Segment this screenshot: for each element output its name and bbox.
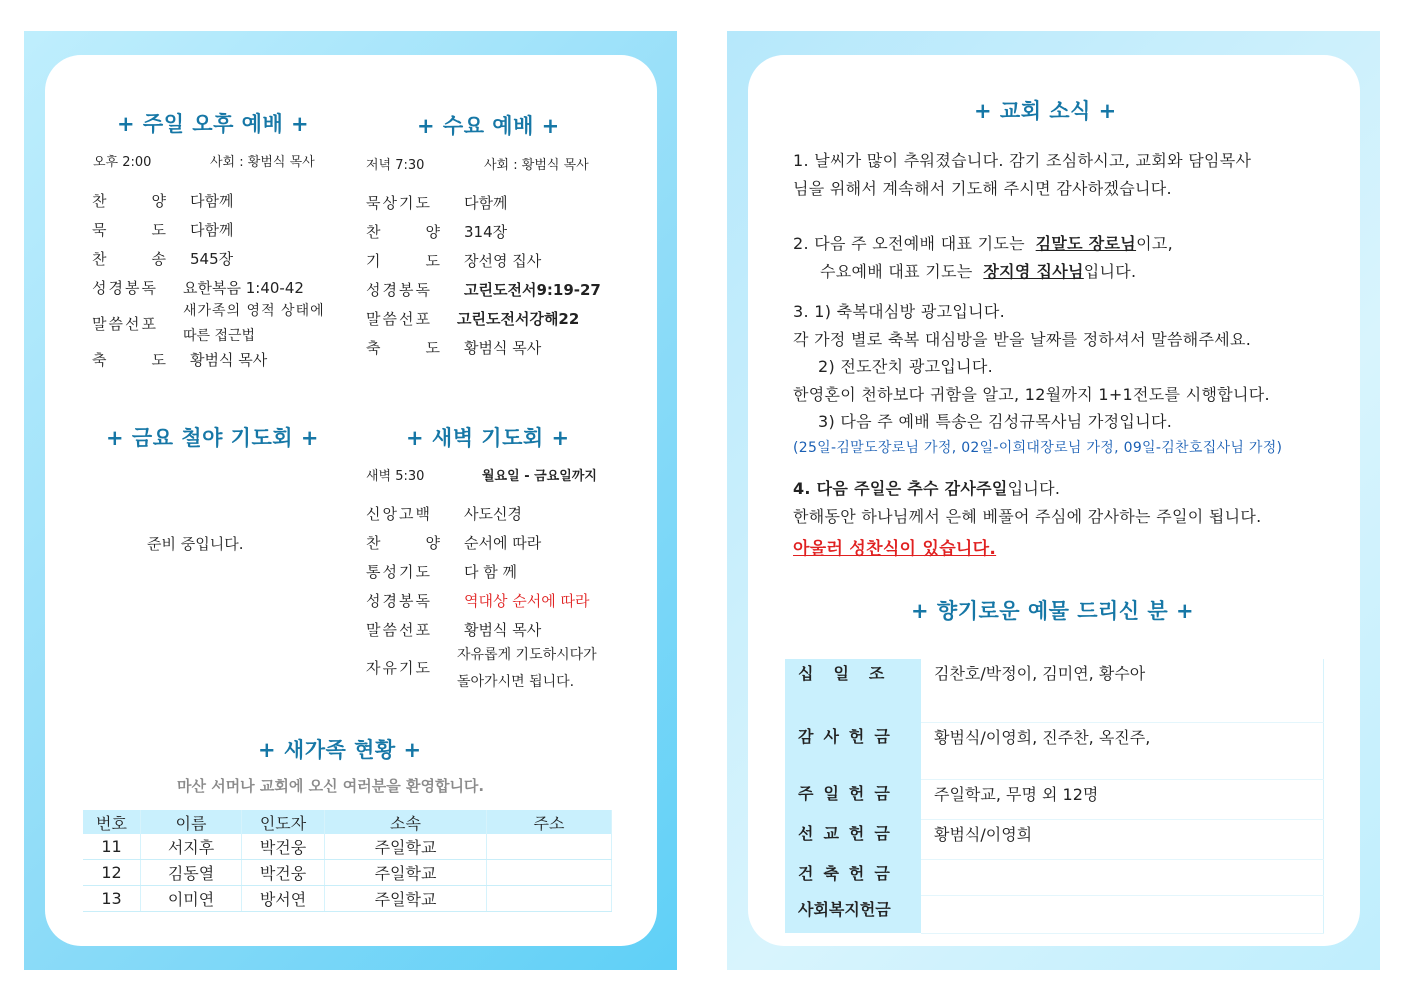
news-item2-prayer-leader-2: 장지영 집사님 <box>983 262 1084 281</box>
cell-name: 서지후 <box>141 834 242 860</box>
offering-label-thanks: 감사헌금 <box>785 722 921 779</box>
sunday-pm-title: + 주일 오후 예배 + <box>117 112 310 136</box>
sunday-pm-host: 사회 : 황범식 목사 <box>210 155 315 170</box>
table-row <box>83 834 612 860</box>
cell-name: 김동열 <box>141 860 242 886</box>
news-item2-prayer-leader-1: 김말도 장로님 <box>1035 234 1137 253</box>
table-row <box>785 895 1324 933</box>
wednesday-value-meditation: 다함께 <box>464 194 508 212</box>
sunday-pm-label-hymn: 찬 양 <box>92 192 166 210</box>
sunday-pm-label-silent-prayer: 묵 도 <box>92 221 166 239</box>
dawn-value-scripture: 역대상 순서에 따라 <box>464 592 590 610</box>
news-item2-line1 <box>793 231 1173 254</box>
news-item4-line2: 한해동안 하나님께서 은혜 베풀어 주심에 감사하는 주일이 됩니다. <box>793 507 1262 526</box>
offering-value-sunday: 주일학교, 무명 외 12명 <box>921 779 1324 819</box>
offering-value-mission: 황범식/이영희 <box>921 819 1324 859</box>
news-item3-line5: 3) 다음 주 예배 특송은 김성규목사님 가정입니다. <box>818 412 1173 431</box>
wednesday-value-prayer: 장선영 집사 <box>464 252 542 270</box>
news-item1-line1: 1. 날씨가 많이 추워졌습니다. 감기 조심하시고, 교회와 담임목사 <box>793 151 1252 170</box>
cell-group: 주일학교 <box>325 834 487 860</box>
cell-guide: 박건웅 <box>242 834 325 860</box>
offering-value-building <box>921 859 1324 895</box>
table-row <box>785 722 1324 779</box>
dawn-value-free-prayer-1: 자유롭게 기도하시다가 <box>457 647 597 663</box>
sunday-pm-value-benediction: 황범식 목사 <box>190 351 268 369</box>
table-row <box>785 819 1324 859</box>
offering-label-mission: 선교헌금 <box>785 819 921 859</box>
news-item2-line1-suffix: 이고, <box>1136 234 1173 253</box>
new-family-subtitle: 마산 서머나 교회에 오신 여러분을 환영합니다. <box>177 777 485 795</box>
dawn-value-hymn: 순서에 따라 <box>464 534 542 552</box>
sunday-pm-label-sermon: 말씀선포 <box>92 315 158 333</box>
news-item2-line2-suffix: 입니다. <box>1083 262 1137 281</box>
sunday-pm-value-sermon-1: 새가족의 영적 상태에 <box>183 303 325 319</box>
column-header-number: 번호 <box>83 810 141 834</box>
wednesday-value-hymn: 314장 <box>464 223 508 241</box>
wednesday-value-sermon: 고린도전서강해22 <box>457 310 580 328</box>
cell-guide: 박건웅 <box>242 860 325 886</box>
offering-value-welfare <box>921 895 1324 933</box>
news-item2-line2-text: 수요예배 대표 기도는 <box>820 262 978 281</box>
offering-table <box>785 659 1324 934</box>
table-row <box>785 779 1324 819</box>
cell-group: 주일학교 <box>325 886 487 912</box>
wednesday-label-meditation: 묵상기도 <box>366 194 432 212</box>
offering-label-sunday: 주일헌금 <box>785 779 921 819</box>
dawn-value-sermon: 황범식 목사 <box>464 621 542 639</box>
column-header-group: 소속 <box>325 810 487 834</box>
wednesday-label-scripture: 성경봉독 <box>366 281 432 299</box>
new-family-table <box>83 810 612 912</box>
wednesday-host: 사회 : 황범식 목사 <box>484 158 589 173</box>
sunday-pm-value-song: 545장 <box>190 250 234 268</box>
news-item2-line2 <box>820 259 1136 282</box>
wednesday-title: + 수요 예배 + <box>417 114 560 138</box>
table-header-row <box>83 810 612 834</box>
news-item4-line1 <box>793 476 1060 499</box>
wednesday-label-prayer: 기 도 <box>366 252 440 270</box>
church-news-title: + 교회 소식 + <box>974 99 1117 123</box>
table-row <box>83 886 612 912</box>
wednesday-label-sermon: 말씀선포 <box>366 310 432 328</box>
dawn-label-free-prayer: 자유기도 <box>366 659 432 677</box>
cell-name: 이미연 <box>141 886 242 912</box>
news-item4-line3: 아울러 성찬식이 있습니다. <box>793 539 997 559</box>
table-row <box>83 860 612 886</box>
news-item4-line1-text: 4. 다음 주일은 <box>793 479 908 498</box>
wednesday-time: 저녁 7:30 <box>366 158 425 173</box>
sunday-pm-label-scripture: 성경봉독 <box>92 279 158 297</box>
sunday-pm-value-scripture: 요한복음 1:40-42 <box>183 279 304 297</box>
dawn-value-creed: 사도신경 <box>464 505 522 523</box>
sunday-pm-value-silent-prayer: 다함께 <box>190 221 234 239</box>
dawn-value-free-prayer-2: 돌아가시면 됩니다. <box>457 674 575 690</box>
new-family-title: + 새가족 현황 + <box>258 738 422 762</box>
dawn-label-hymn: 찬 양 <box>366 534 440 552</box>
news-item3-line1: 3. 1) 축복대심방 광고입니다. <box>793 302 1005 321</box>
offering-value-thanks: 황범식/이영희, 진주찬, 옥진주, <box>921 722 1324 779</box>
sunday-pm-label-song: 찬 송 <box>92 250 166 268</box>
offering-value-tithe: 김찬호/박정이, 김미연, 황수아 <box>921 659 1324 722</box>
cell-group: 주일학교 <box>325 860 487 886</box>
column-header-address: 주소 <box>487 810 612 834</box>
news-item3-line6: (25일-김말도장로님 가정, 02일-이희대장로님 가정, 09일-김찬호집사님 가정) <box>793 440 1283 456</box>
table-row <box>785 659 1324 722</box>
column-header-guide: 인도자 <box>242 810 325 834</box>
dawn-label-creed: 신앙고백 <box>366 505 432 523</box>
dawn-prayer-time: 새벽 5:30 <box>366 469 425 484</box>
sunday-pm-time: 오후 2:00 <box>93 155 152 170</box>
news-item3-line3: 2) 전도잔치 광고입니다. <box>818 357 993 376</box>
offering-label-tithe: 십일조 <box>785 659 921 722</box>
offering-label-building: 건축헌금 <box>785 859 921 895</box>
friday-prayer-title: + 금요 철야 기도회 + <box>106 426 319 450</box>
cell-address <box>487 886 612 912</box>
sunday-pm-value-hymn: 다함께 <box>190 192 234 210</box>
column-header-name: 이름 <box>141 810 242 834</box>
wednesday-value-benediction: 황범식 목사 <box>464 339 542 357</box>
cell-number: 13 <box>83 886 141 912</box>
cell-number: 12 <box>83 860 141 886</box>
offering-label-welfare: 사회복지헌금 <box>785 895 921 933</box>
news-item4-line1-suffix: 입니다. <box>1007 479 1061 498</box>
dawn-label-scripture: 성경봉독 <box>366 592 432 610</box>
news-item1-line2: 님을 위해서 계속해서 기도해 주시면 감사하겠습니다. <box>793 179 1172 198</box>
dawn-value-unison-prayer: 다 함 께 <box>464 563 518 581</box>
news-item2-line1-text: 2. 다음 주 오전예배 대표 기도는 <box>793 234 1031 253</box>
news-item4-thanksgiving: 추수 감사주일 <box>907 479 1008 498</box>
sunday-pm-value-sermon-2: 따른 접근법 <box>183 328 256 344</box>
cell-number: 11 <box>83 834 141 860</box>
offering-title: + 향기로운 예물 드리신 분 + <box>911 599 1195 623</box>
cell-address <box>487 860 612 886</box>
wednesday-label-benediction: 축 도 <box>366 339 440 357</box>
sunday-pm-label-benediction: 축 도 <box>92 351 166 369</box>
cell-guide: 방서연 <box>242 886 325 912</box>
news-item3-line2: 각 가정 별로 축복 대심방을 받을 날짜를 정하셔서 말씀해주세요. <box>793 330 1252 349</box>
news-item3-line4: 한영혼이 천하보다 귀함을 알고, 12월까지 1+1전도를 시행합니다. <box>793 385 1270 404</box>
cell-address <box>487 834 612 860</box>
friday-prayer-note: 준비 중입니다. <box>147 535 244 553</box>
dawn-prayer-title: + 새벽 기도회 + <box>406 426 570 450</box>
wednesday-label-hymn: 찬 양 <box>366 223 440 241</box>
table-row <box>785 859 1324 895</box>
dawn-prayer-days: 월요일 - 금요일까지 <box>482 469 597 484</box>
dawn-label-unison-prayer: 통성기도 <box>366 563 432 581</box>
wednesday-value-scripture: 고린도전서9:19-27 <box>464 281 601 299</box>
dawn-label-sermon: 말씀선포 <box>366 621 432 639</box>
